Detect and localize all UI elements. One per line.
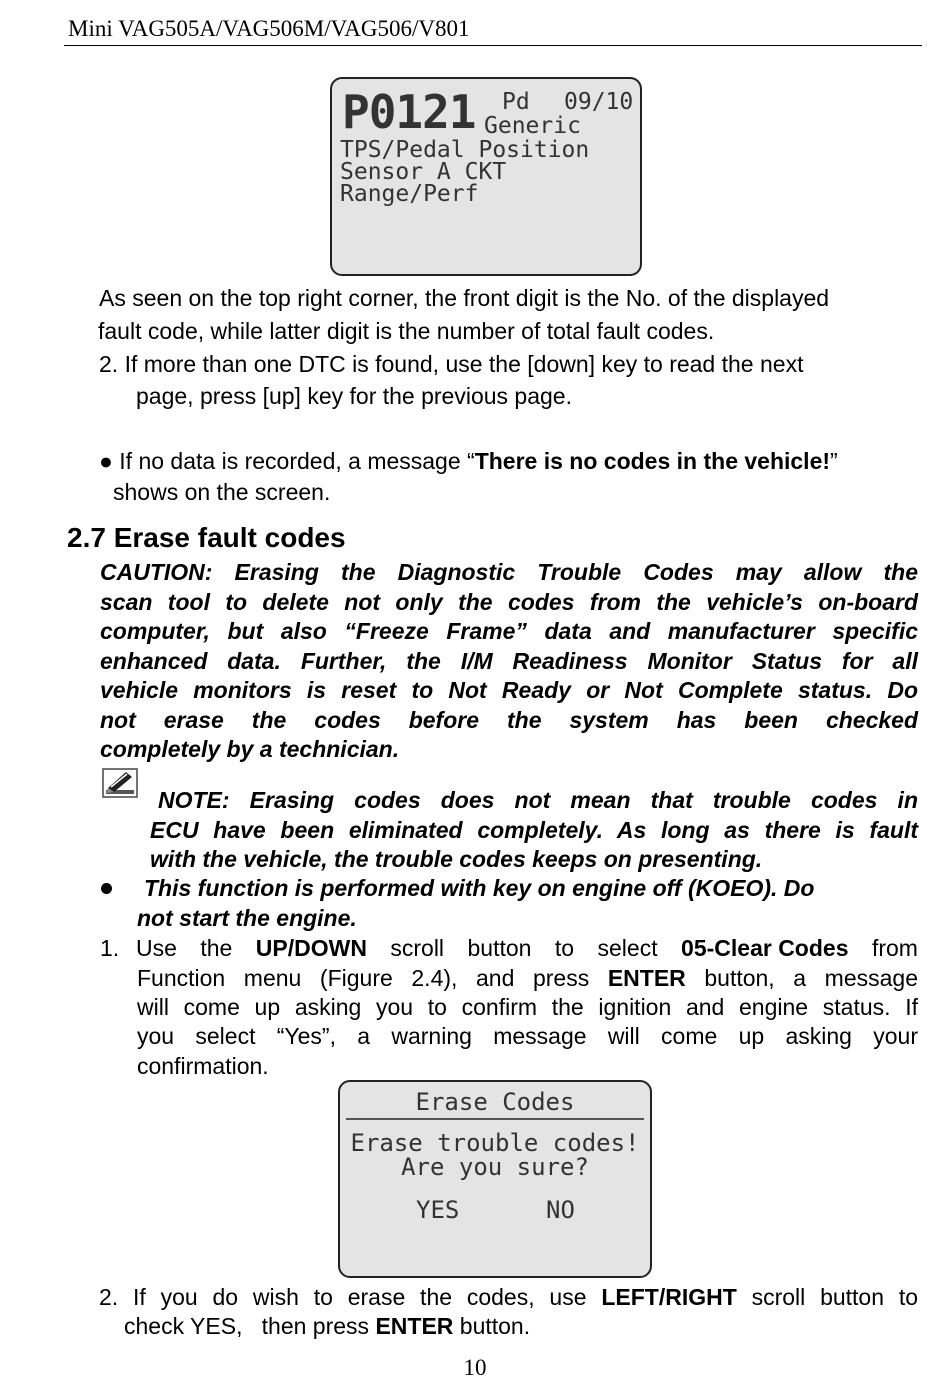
caution-line: not erase the codes before the system has been checked [100, 707, 918, 733]
caution-line: CAUTION: Erasing the Diagnostic Trouble Codes may allow the [100, 559, 918, 585]
erase-yes-option: YES [416, 1196, 460, 1224]
step-1-line-1: Use the UP/DOWN scroll button to select 05-Clear Codes from [136, 935, 918, 961]
erase-codes-screen-image [338, 1080, 652, 1278]
caution-line: vehicle monitors is reset to Not Ready or Not Complete status. Do [100, 677, 918, 703]
dtc-line: Sensor A CKT [340, 159, 507, 185]
dtc-line: TPS/Pedal Position [340, 137, 590, 163]
step-2-erase-line-2: check YES, then press ENTER button. [124, 1313, 531, 1339]
dtc-type: Generic [484, 113, 581, 139]
body-text: As seen on the top right corner, the front digit is the No. of the displayed [99, 285, 830, 311]
step-1-line-3: will come up asking you to confirm the ignition and engine status. If [137, 994, 918, 1020]
dtc-page: 09/10 [564, 89, 634, 115]
note-line: NOTE: Erasing codes does not mean that trouble codes in [158, 787, 918, 813]
erase-screen-line: Are you sure? [401, 1153, 589, 1181]
no-data-line-2: shows on the screen. [113, 479, 331, 505]
caution-line: completely by a technician. [100, 736, 400, 762]
note-line: with the vehicle, the trouble codes keeps on presenting. [150, 846, 763, 872]
step-1-line-4: you select “Yes”, a warning message will come up asking your [137, 1023, 918, 1049]
no-data-line-1: ● If no data is recorded, a message “There is no codes in the vehicle!” [99, 448, 838, 474]
header-rule [64, 45, 922, 46]
erase-screen-divider [346, 1118, 644, 1120]
bullet-dot [101, 883, 112, 894]
caution-line: scan tool to delete not only the codes from the vehicle’s on-board [100, 589, 918, 615]
dtc-status: Pd [502, 89, 530, 115]
step-1-line-2: Function menu (Figure 2.4), and press ENTER button, a message [137, 965, 918, 991]
erase-screen-title: Erase Codes [415, 1088, 575, 1116]
caution-line: computer, but also “Freeze Frame” data and manufacturer specific [100, 618, 918, 644]
caution-line: enhanced data. Further, the I/M Readiness Monitor Status for all [100, 648, 918, 674]
erase-screen-line: Erase trouble codes! [350, 1129, 640, 1157]
erase-no-option: NO [546, 1196, 575, 1224]
step-2-line-1: 2. If more than one DTC is found, use the [down] key to read the next [99, 351, 804, 377]
koeo-line-2: not start the engine. [137, 905, 357, 931]
dtc-line: Range/Perf [340, 181, 479, 207]
step-1-line-5: confirmation. [137, 1053, 269, 1079]
page-number: 10 [463, 1355, 487, 1380]
step-2-erase-line-1: 2. If you do wish to erase the codes, use LEFT/RIGHT scroll button to [99, 1284, 919, 1310]
dtc-screen-image [330, 77, 642, 276]
step-2-line-2: page, press [up] key for the previous page. [136, 383, 572, 409]
running-header: Mini VAG505A/VAG506M/VAG506/V801 [68, 16, 470, 41]
section-heading: 2.7 Erase fault codes [67, 522, 346, 553]
koeo-line-1: This function is performed with key on engine off (KOEO). Do [144, 875, 815, 901]
note-line: ECU have been eliminated completely. As long as there is fault [150, 817, 918, 843]
step-1-number: 1. [100, 935, 120, 961]
pencil-note-icon [102, 768, 138, 798]
body-text: fault code, while latter digit is the number of total fault codes. [98, 318, 715, 344]
dtc-code: P0121 [342, 85, 476, 139]
